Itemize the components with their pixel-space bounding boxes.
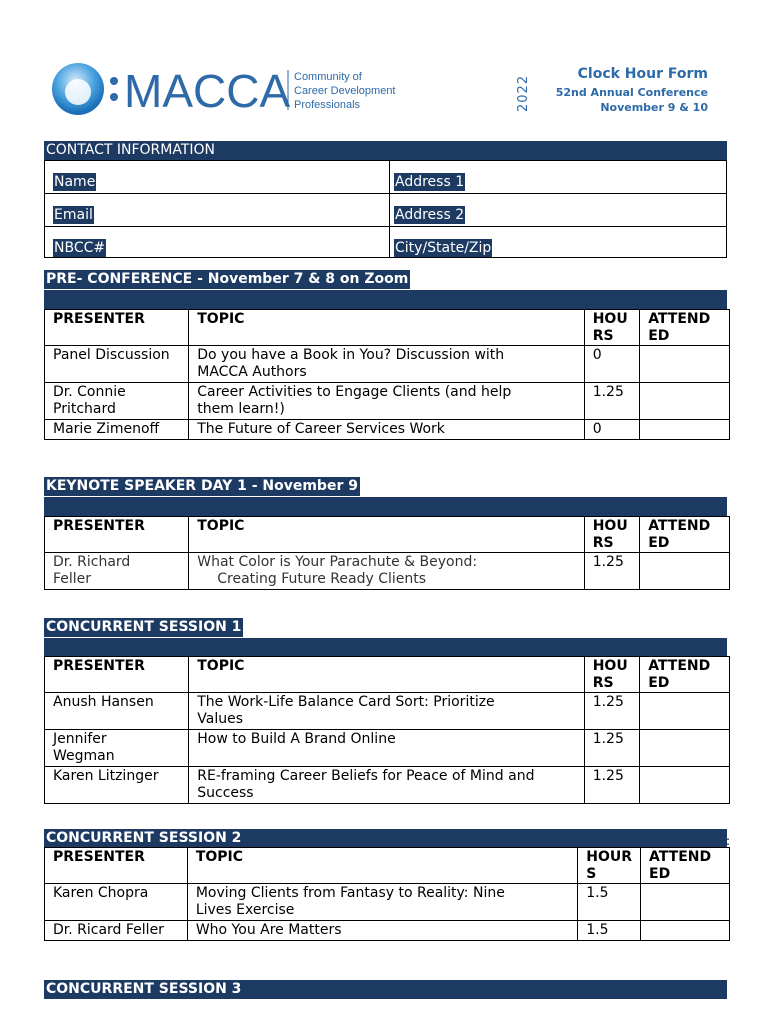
svg-text:MACCA: MACCA [124,65,291,117]
table-row [45,767,730,804]
session3-title: CONCURRENT SESSION 3 [46,981,242,997]
preconference-table [44,309,730,440]
contact-heading: CONTACT INFORMATION [44,141,727,160]
topic-header: TOPIC [189,517,584,553]
attended-checkbox[interactable] [641,884,730,921]
section-bar [44,497,727,516]
table-row [45,420,730,440]
session2-title: CONCURRENT SESSION 2 [46,830,242,846]
presenter-cell: Karen Litzinger [45,767,189,804]
presenter-cell: Anush Hansen [45,693,189,730]
name-field[interactable]: Name [54,174,96,190]
attended-checkbox[interactable] [640,767,730,804]
presenter-cell: Dr. Connie Pritchard [45,383,189,420]
svg-text:Community of: Community of [294,71,362,83]
hours-header: HOU RS [584,310,639,346]
hours-header: HOU RS [584,517,639,553]
topic-header: TOPIC [187,848,577,884]
session1-title: CONCURRENT SESSION 1 [46,619,242,635]
presenter-cell: Dr. Richard Feller [45,553,189,590]
hours-cell: 1.5 [578,921,641,941]
presenter-header: PRESENTER [45,657,189,693]
section-bar [44,638,727,657]
topic-cell: Career Activities to Engage Clients (and help them learn!) [189,383,584,420]
address2-field[interactable]: Address 2 [395,207,465,223]
form-title: Clock Hour Form [577,66,708,82]
session2-table [44,847,730,941]
hours-cell: 1.25 [584,553,639,590]
email-field[interactable]: Email [54,207,93,223]
svg-text:Professionals: Professionals [294,99,361,111]
topic-header: TOPIC [189,310,584,346]
attended-checkbox[interactable] [640,553,730,590]
presenter-cell: Panel Discussion [45,346,189,383]
keynote-title: KEYNOTE SPEAKER DAY 1 - November 9 [46,478,358,494]
presenter-cell: Jennifer Wegman [45,730,189,767]
hours-cell: 1.5 [578,884,641,921]
hours-header: HOU RS [584,657,639,693]
hours-cell: 1.25 [584,383,639,420]
svg-text:Career Development: Career Development [294,85,396,97]
hours-cell: 1.25 [584,693,639,730]
nbcc-field[interactable]: NBCC# [54,240,106,256]
topic-header: TOPIC [189,657,584,693]
table-row [45,730,730,767]
preconference-title: PRE- CONFERENCE - November 7 & 8 on Zoom [46,271,409,287]
attended-checkbox[interactable] [640,730,730,767]
table-row [45,921,730,941]
attended-checkbox[interactable] [640,346,730,383]
table-row [45,884,730,921]
presenter-header: PRESENTER [45,517,189,553]
attended-header: ATTEND ED [640,657,730,693]
table-row [45,346,730,383]
table-row [45,383,730,420]
hours-cell: 0 [584,420,639,440]
attended-header: ATTEND ED [641,848,730,884]
keynote-table [44,516,730,590]
attended-checkbox[interactable] [640,383,730,420]
hours-cell: 1.25 [584,730,639,767]
presenter-cell: Marie Zimenoff [45,420,189,440]
attended-header: ATTEND ED [640,310,730,346]
session1-table [44,656,730,804]
topic-cell: Moving Clients from Fantasy to Reality: Nine Lives Exercise [187,884,577,921]
topic-cell: Do you have a Book in You? Discussion with MACCA Authors [189,346,584,383]
conference-name: 52nd Annual Conference [555,86,708,99]
form-header [556,66,708,114]
topic-cell: Who You Are Matters [187,921,577,941]
table-row [45,693,730,730]
trailing-mark: : [726,834,731,848]
section-bar [44,290,727,309]
city-state-zip-field[interactable]: City/State/Zip [395,240,492,256]
contact-form [44,160,727,258]
topic-cell: The Future of Career Services Work [189,420,584,440]
macca-logo [48,56,408,122]
presenter-cell: Dr. Ricard Feller [45,921,188,941]
attended-checkbox[interactable] [640,420,730,440]
table-row [45,553,730,590]
topic-cell: What Color is Your Parachute & Beyond: Creating Future Ready Clients [189,553,584,590]
presenter-header: PRESENTER [45,848,188,884]
topic-cell: The Work-Life Balance Card Sort: Prioritize Values [189,693,584,730]
attended-header: ATTEND ED [640,517,730,553]
attended-checkbox[interactable] [640,693,730,730]
address1-field[interactable]: Address 1 [395,174,465,190]
hours-cell: 1.25 [584,767,639,804]
conference-dates: November 9 & 10 [600,101,708,114]
hours-header: HOUR S [578,848,641,884]
presenter-cell: Karen Chopra [45,884,188,921]
topic-cell: RE-framing Career Beliefs for Peace of Mind and Success [189,767,584,804]
year-label: 2022 [516,74,531,112]
topic-cell: How to Build A Brand Online [189,730,584,767]
attended-checkbox[interactable] [641,921,730,941]
hours-cell: 0 [584,346,639,383]
presenter-header: PRESENTER [45,310,189,346]
